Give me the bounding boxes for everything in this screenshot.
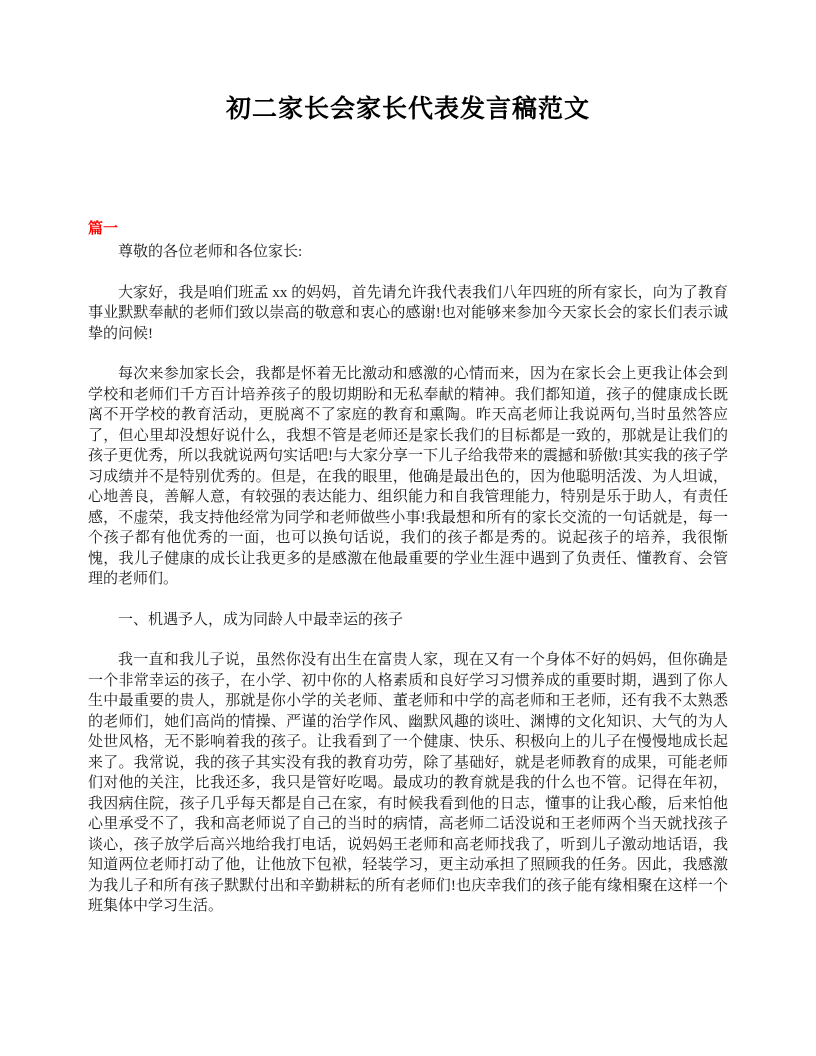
section-label: 篇一 xyxy=(88,220,119,237)
paragraph-body: 我一直和我儿子说，虽然你没有出生在富贵人家，现在又有一个身体不好的妈妈，但你确是一个非常幸运的孩子，在小学、初中你的人格素质和良好学习习惯养成的重要时期，遇到了你人生中最重要的贵人，那就是你小学的关老师、董老师和中学的高老师和王老师，还有我不太熟悉的老师们，她们高尚的情操、严谨的治学作风、幽默风趣的谈吐、渊博的文化知识、大气的为人处世风格，无不影响着我的孩子。让我看到了一个健康、快乐、积极向上的儿子在慢慢地成长起来了。我常说，我的孩子其实没有我的教育功劳，除了基础好，就是老师教育的成果，可能老师们对他的关注，比我还多，我只是管好吃喝。最成功的教育就是我的什么也不管。记得在年初，我因病住院，孩子几乎每天都是自己在家，有时候我看到他的日志，懂事的让我心酸，后来怕他心里承受不了，我和高老师说了自己的当时的病情，高老师二话没说和王老师两个当天就找孩子谈心，孩子放学后高兴地给我打电话，说妈妈王老师和高老师找我了，听到儿子激动地话语，我知道两位老师打动了他，让他放下包袱，轻装学习，更主动承担了照顾我的任务。因此，我感激为我儿子和所有孩子默默付出和辛勤耕耘的所有老师们!也庆幸我们的孩子能有缘相聚在这样一个班集体中学习生活。 xyxy=(88,652,728,914)
document-title: 初二家长会家长代表发言稿范文 xyxy=(225,96,590,123)
paragraph-subheading: 一、机遇予人，成为同龄人中最幸运的孩子 xyxy=(118,611,404,628)
document-body xyxy=(88,242,728,917)
paragraph-body: 每次来参加家长会，我都是怀着无比激动和感激的心情而来，因为在家长会上更我让体会到学校和老师们千方百计培养孩子的殷切期盼和无私奉献的精神。我们都知道，孩子的健康成长既离不开学校的教育活动，更脱离不了家庭的教育和熏陶。昨天高老师让我说两句,当时虽然答应了，但心里却没想好说什么，我想不管是老师还是家长我们的目标都是一致的，那就是让我们的孩子更优秀，所以我就说两句实话吧!与大家分享一下儿子给我带来的震撼和骄傲!其实我的孩子学习成绩并不是特别优秀的。但是，在我的眼里，他确是最出色的，因为他聪明活泼、为人坦诚，心地善良，善解人意，有较强的表达能力、组织能力和自我管理能力，特别是乐于助人，有责任感，不虚荣，我支持他经常为同学和老师做些小事!我最想和所有的家长交流的一句话就是，每一个孩子都有他优秀的一面，也可以换句话说，我们的孩子都是秀的。说起孩子的培养，我很惭愧，我儿子健康的成长让我更多的是感激在他最重要的学业生涯中遇到了负责任、懂教育、会管理的老师们。 xyxy=(88,366,728,587)
paragraph-body: 大家好，我是咱们班孟 xx 的妈妈，首先请允许我代表我们八年四班的所有家长，向为了教育事业默默奉献的老师们致以崇高的敬意和衷心的感谢!也对能够来参加今天家长会的家长们表示诚挚的问候! xyxy=(88,284,728,342)
paragraph-salutation: 尊敬的各位老师和各位家长: xyxy=(118,244,303,260)
